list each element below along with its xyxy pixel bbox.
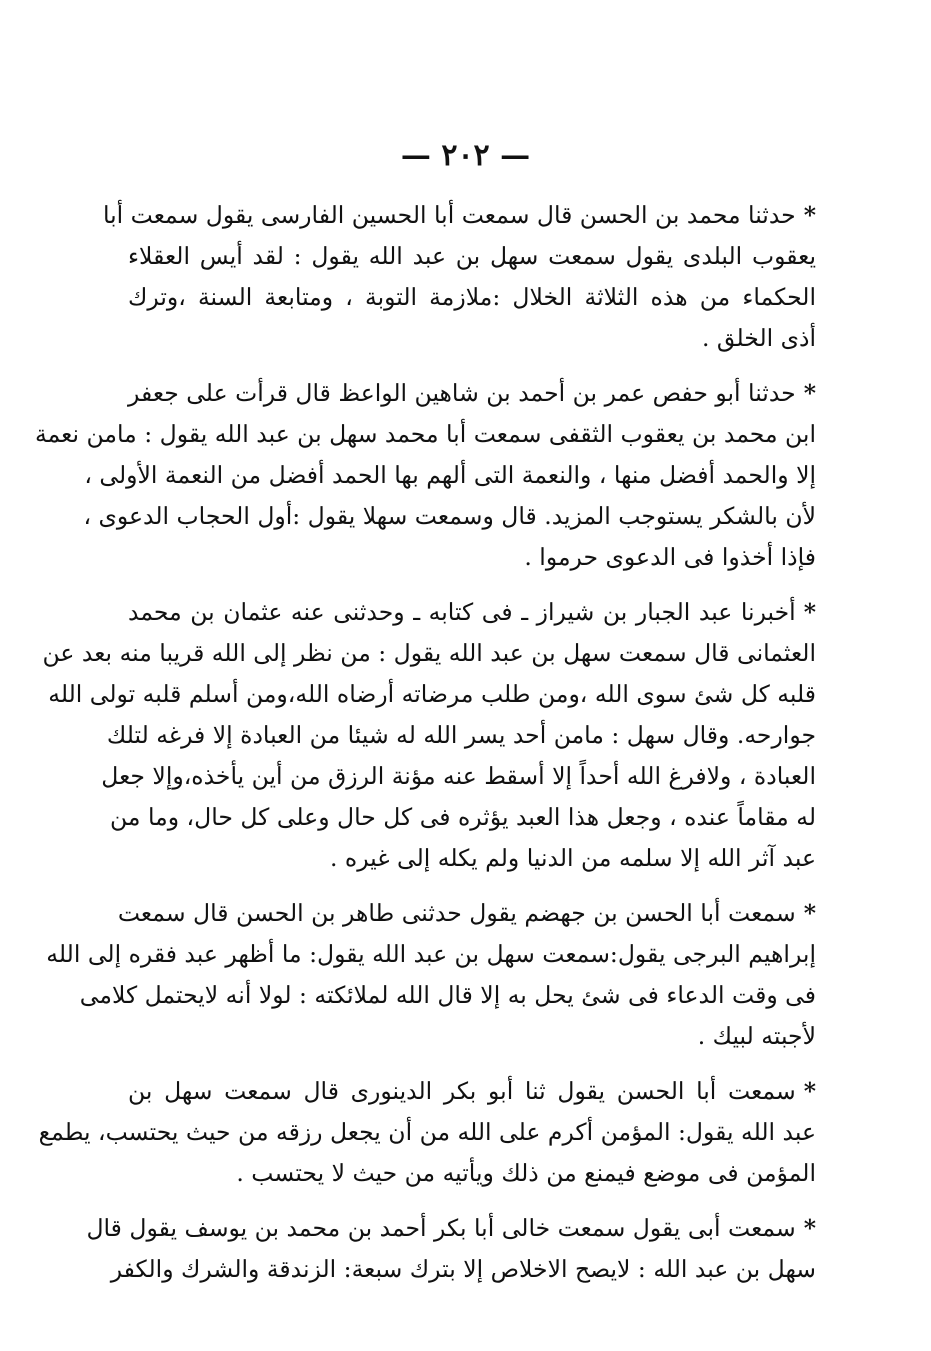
text-line: له مقاماً عنده ، وجعل هذا العبد يؤثره فى كل حال وعلى كل حال، وما من: [110, 803, 816, 831]
star-marker: *: [803, 899, 816, 927]
text-line: ابن محمد بن يعقوب الثقفى سمعت أبا محمد سهل بن عبد الله يقول : مامن نعمة: [35, 420, 816, 448]
line-text: حدثنا أبو حفص عمر بن أحمد بن شاهين الواعظ قال قرأت على جعفر: [128, 379, 796, 407]
text-line: [128, 373, 816, 414]
text-line: المؤمن فى موضع فيمنع من ذلك ويأتيه من حيث لا يحتسب .: [236, 1159, 816, 1187]
star-marker: *: [803, 1077, 816, 1105]
paragraph-5: [38, 1071, 816, 1194]
star-marker: *: [803, 201, 816, 229]
star-marker: *: [803, 379, 816, 407]
line-text: أخبرنا عبد الجبار بن شيراز ـ فى كتابه ـ وحدثنى عنه عثمان بن محمد: [128, 598, 796, 626]
paragraph-3: [42, 592, 816, 879]
page-body: [35, 195, 816, 1304]
text-line: قلبه كل شئ سوى الله ،ومن طلب مرضاته أرضاه الله،ومن أسلم قلبه تولى الله: [48, 680, 816, 708]
line-text: سمعت أبا الحسن يقول ثنا أبو بكر الدينورى قال سمعت سهل بن: [128, 1077, 796, 1105]
line-text: سمعت أبى يقول سمعت خالى أبا بكر أحمد بن محمد بن يوسف يقول قال: [86, 1214, 796, 1242]
text-line: سهل بن عبد الله : لايصح الاخلاص إلا بترك سبعة: الزندقة والشرك والكفر: [110, 1255, 816, 1283]
text-line: إلا والحمد أفضل منها ، والنعمة التى ألهم بها الحمد أفضل من النعمة الأولى ،: [84, 461, 816, 489]
text-line: [128, 592, 816, 633]
line-text: سمعت أبا الحسن بن جهضم يقول حدثنى طاهر بن الحسن قال سمعت: [117, 899, 796, 927]
paragraph-4: [46, 893, 816, 1057]
text-line: عبد آثر الله إلا سلمه من الدنيا ولم يكله إلى غيره .: [329, 844, 816, 872]
paragraph-1: [102, 195, 816, 359]
text-line: جوارحه. وقال سهل : مامن أحد يسر الله له شيئا من العبادة إلا فرغه لتلك: [106, 721, 816, 749]
text-line: العثمانى قال سمعت سهل بن عبد الله يقول : من نظر إلى الله قريبا منه بعد عن: [42, 639, 816, 667]
line-text: حدثنا محمد بن الحسن قال سمعت أبا الحسين الفارسى يقول سمعت أبا: [102, 201, 796, 229]
text-line: أذى الخلق .: [701, 324, 816, 352]
text-line: عبد الله يقول: المؤمن أكرم على الله من أن يجعل رزقه من حيث يحتسب، يطمع: [38, 1118, 816, 1146]
text-line: [86, 1208, 816, 1249]
text-line: لأن بالشكر يستوجب المزيد. قال وسمعت سهلا يقول :أول الحجاب الدعوى ،: [83, 502, 816, 530]
text-line: [102, 195, 816, 236]
text-line: إبراهيم البرجى يقول:سمعت سهل بن عبد الله يقول: ما أظهر عبد فقره إلى الله: [46, 940, 816, 968]
text-line: [128, 1071, 816, 1112]
page-number: — ٢٠٢ —: [400, 138, 531, 173]
text-line: فإذا أخذوا فى الدعوى حرموا .: [524, 543, 816, 571]
text-line: يعقوب البلدى يقول سمعت سهل بن عبد الله يقول : لقد أيس العقلاء: [128, 242, 816, 270]
text-line: فى وقت الدعاء فى شئ يحل به إلا قال الله لملائكته : لولا أنه لايحتمل كلامى: [79, 981, 816, 1009]
paragraph-6: [86, 1208, 816, 1290]
text-line: [117, 893, 816, 934]
text-line: العبادة ، ولافرغ الله أحداً إلا أسقط عنه مؤنة الرزق من أين يأخذه،وإلا جعل: [101, 762, 816, 790]
star-marker: *: [803, 1214, 816, 1242]
star-marker: *: [803, 598, 816, 626]
paragraph-2: [35, 373, 816, 578]
text-line: لأجبته لبيك .: [697, 1022, 816, 1050]
text-line: الحكماء من هذه الثلاثة الخلال :ملازمة التوبة ، ومتابعة السنة ،وترك: [128, 283, 816, 311]
